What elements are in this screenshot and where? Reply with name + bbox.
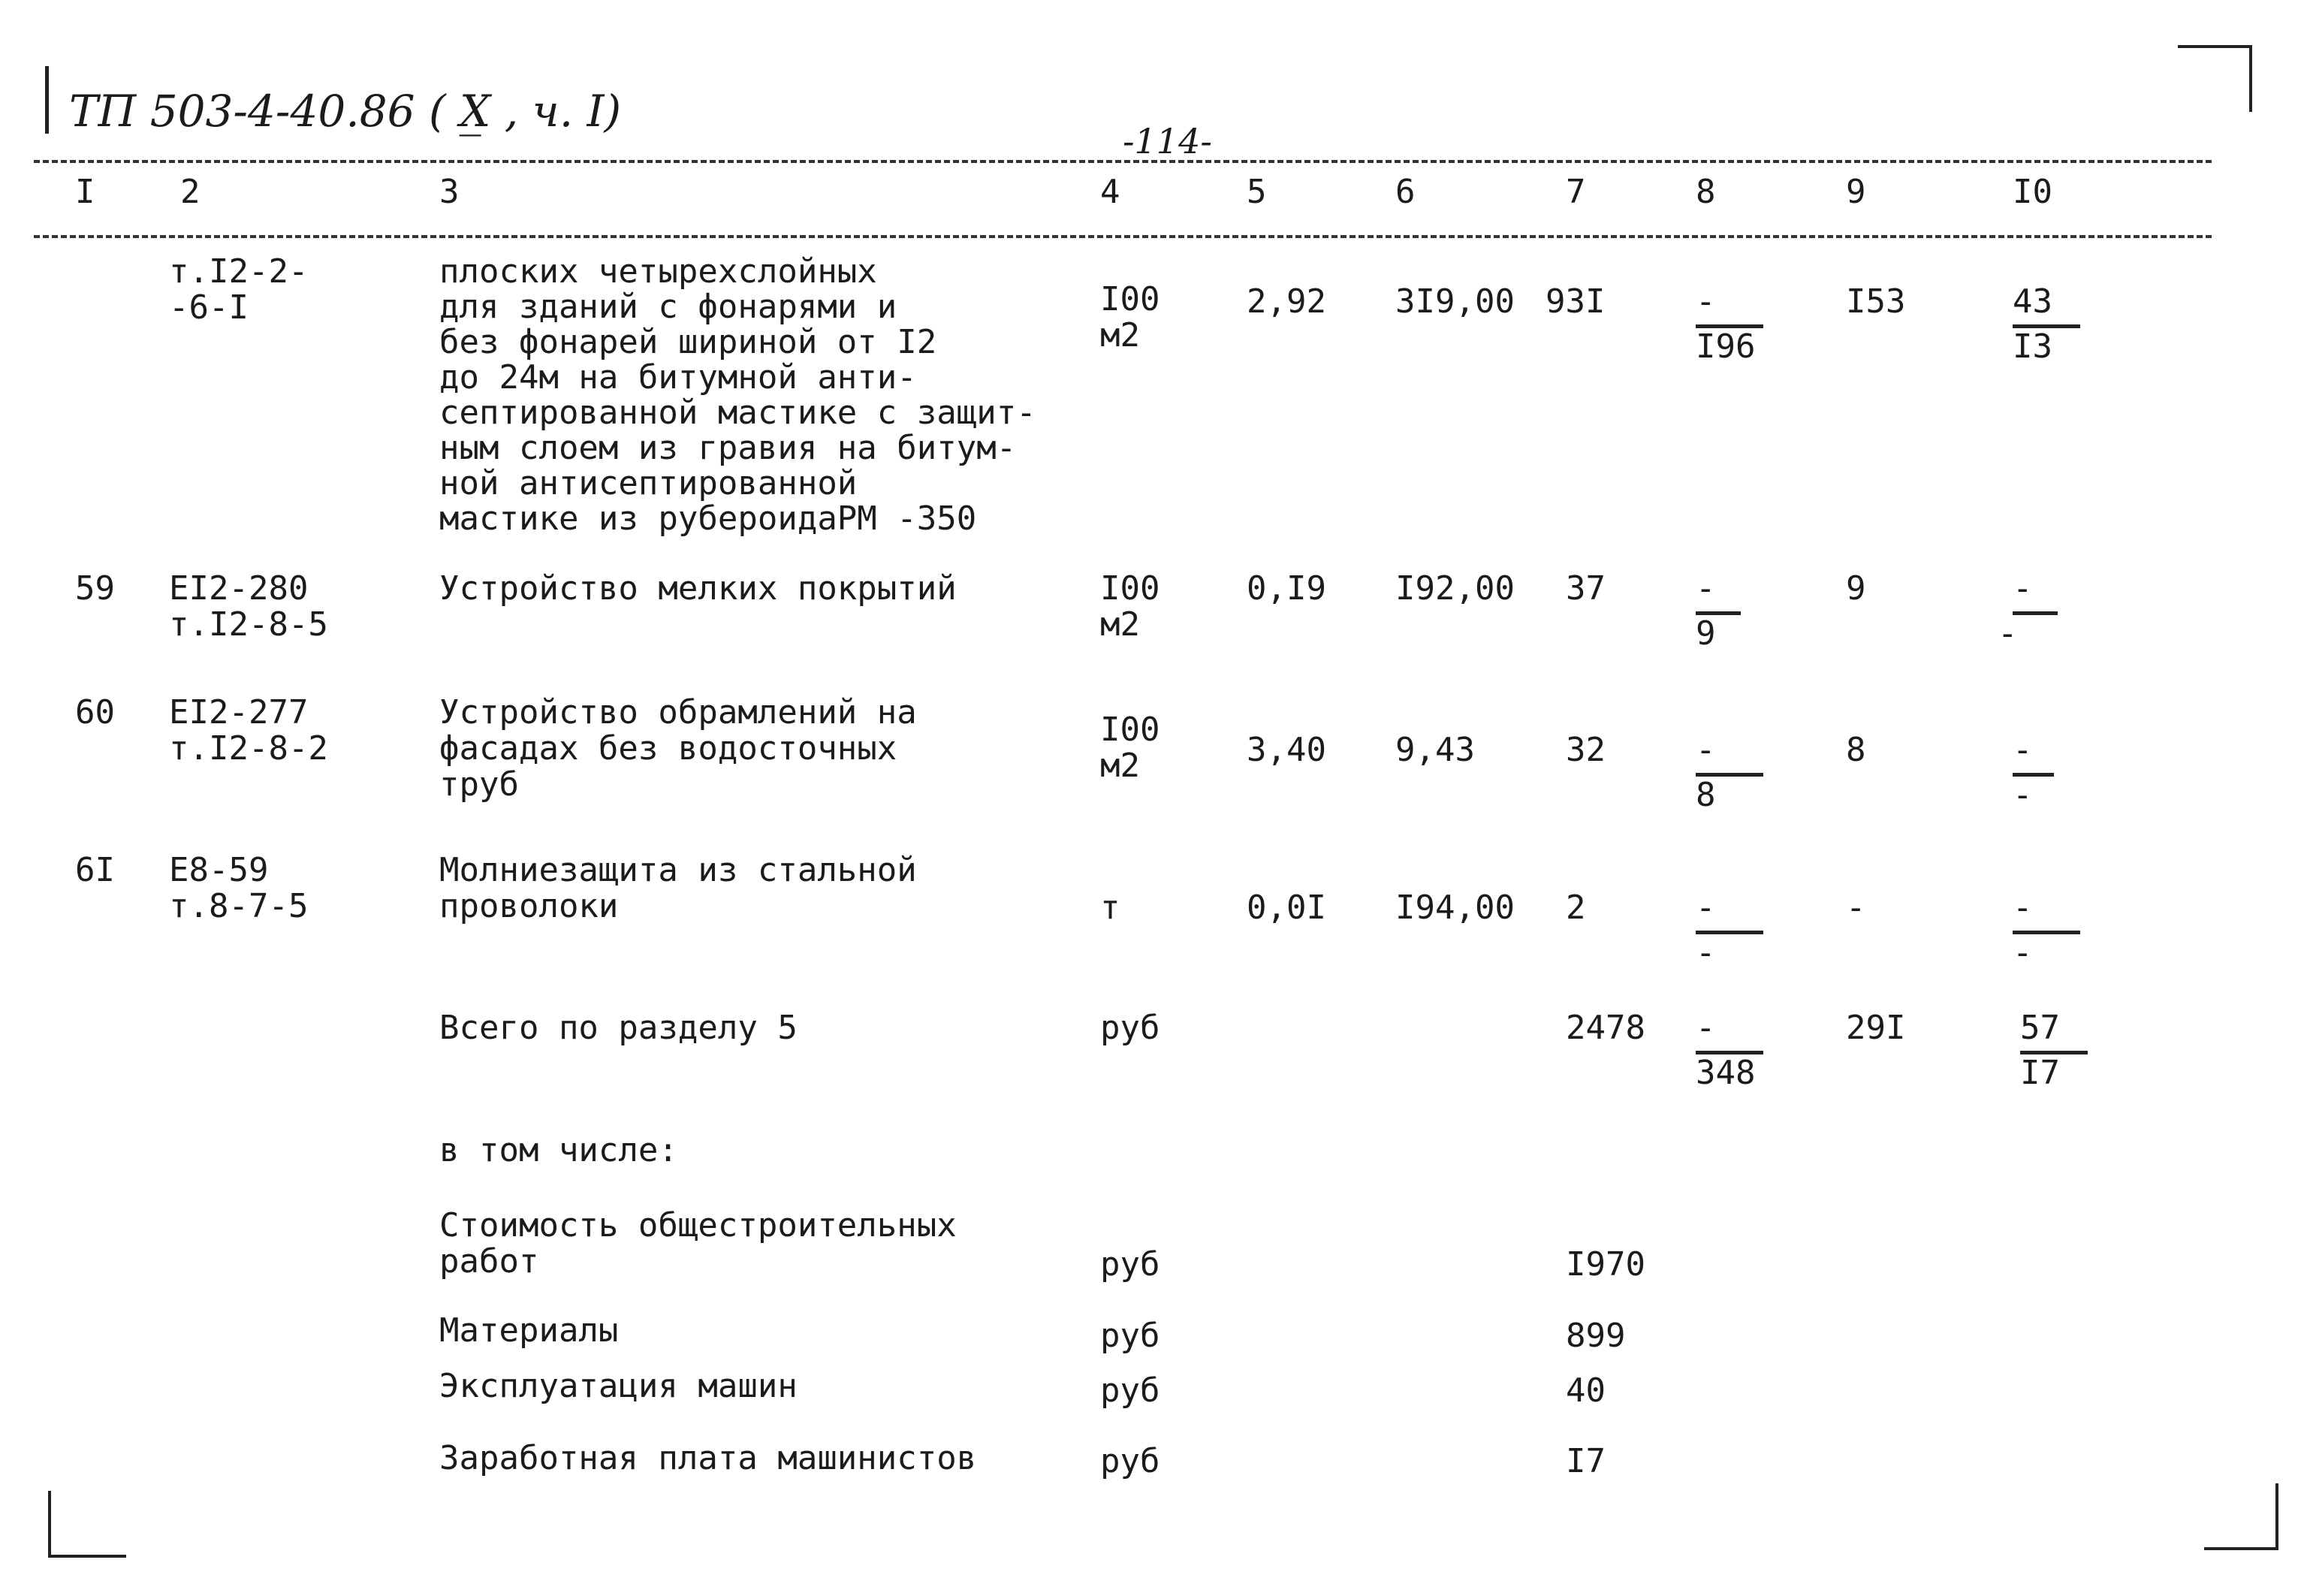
row-unit: т xyxy=(1100,889,1120,927)
breakdown-unit: руб xyxy=(1100,1317,1160,1355)
row-total: 2 xyxy=(1566,889,1586,927)
row-quantity: 0,I9 xyxy=(1247,569,1326,608)
col-header-3: 3 xyxy=(439,173,460,211)
corner-mark-bottom-left xyxy=(48,1491,126,1558)
row-number: 6I xyxy=(75,851,115,889)
breakdown-value: I970 xyxy=(1566,1245,1645,1284)
corner-mark-top-right xyxy=(2178,45,2252,112)
row-description: Устройство обрамлений на фасадах без водосточных труб xyxy=(439,693,917,804)
row-unit: I00 м2 xyxy=(1100,711,1160,785)
row-description: Молниезащита из стальной проволоки xyxy=(439,851,917,925)
fraction-top: - xyxy=(1696,569,1716,608)
row-quantity: 0,0I xyxy=(1247,889,1326,927)
breakdown-label: Стоимость общестроительных работ xyxy=(439,1206,957,1281)
row-total: 32 xyxy=(1566,731,1606,769)
row-unit: I00 м2 xyxy=(1100,280,1160,354)
row-col9: 9 xyxy=(1846,569,1866,608)
fraction-bar xyxy=(2013,611,2058,615)
fraction-bottom: - xyxy=(1998,614,2018,653)
row-quantity: 3,40 xyxy=(1247,731,1326,769)
breakdown-value: 40 xyxy=(1566,1371,1606,1410)
section-total-col9: 29I xyxy=(1846,1009,1906,1047)
row-description: Устройство мелких покрытий xyxy=(439,569,957,608)
row-number: 59 xyxy=(75,569,115,608)
fraction-top: - xyxy=(2013,889,2033,927)
row-col9: I53 xyxy=(1846,282,1906,321)
row-total: 93I xyxy=(1546,282,1606,321)
breakdown-label: Заработная плата машинистов xyxy=(439,1439,977,1477)
row-col9: 8 xyxy=(1846,731,1866,769)
row-unit-price: I92,00 xyxy=(1395,569,1515,608)
breakdown-unit: руб xyxy=(1100,1371,1160,1410)
breakdown-unit: руб xyxy=(1100,1442,1160,1480)
row-code: E8-59 т.8-7-5 xyxy=(169,851,309,925)
row-description: плоских четырехслойных для зданий с фонарями и без фонарей шириной от I2 до 24м на битумной анти- септированной мастике с защит- ным слоем из гравия на битум- ной антисептированной мастике из рубероидаРМ -350 xyxy=(439,252,1036,538)
fraction-bottom: - xyxy=(2013,934,2033,972)
col-header-9: 9 xyxy=(1846,173,1866,211)
header-bottom-rule xyxy=(34,235,2212,238)
row-total: 37 xyxy=(1566,569,1606,608)
fraction-bottom: I3 xyxy=(2013,327,2052,366)
document-designation: ТП 503-4-40.86 ( X̲ , ч. I) xyxy=(69,86,622,137)
col-header-4: 4 xyxy=(1100,173,1120,211)
fraction-top: - xyxy=(1696,889,1716,927)
row-number: 60 xyxy=(75,693,115,732)
col-header-1: I xyxy=(75,173,95,211)
header-top-rule xyxy=(34,160,2212,163)
row-unit-price: 9,43 xyxy=(1395,731,1475,769)
fraction-top: - xyxy=(2013,731,2033,769)
section-total-unit: руб xyxy=(1100,1009,1160,1047)
corner-mark-bottom-right xyxy=(2204,1483,2278,1550)
fraction-top: - xyxy=(1696,731,1716,769)
breakdown-unit: руб xyxy=(1100,1245,1160,1284)
row-unit-price: I94,00 xyxy=(1395,889,1515,927)
fraction-top: 43 xyxy=(2013,282,2052,321)
col-header-10: I0 xyxy=(2013,173,2052,211)
row-col9: - xyxy=(1846,889,1866,927)
section-total-label: Всего по разделу 5 xyxy=(439,1009,798,1047)
fraction-bottom: I96 xyxy=(1696,327,1756,366)
fraction-bottom: - xyxy=(2013,776,2033,814)
col-header-2: 2 xyxy=(180,173,201,211)
fraction-bottom: I7 xyxy=(2020,1054,2060,1092)
fraction-top: - xyxy=(2013,569,2033,608)
col-header-5: 5 xyxy=(1247,173,1267,211)
breakdown-label: Материалы xyxy=(439,1311,619,1350)
fraction-top: 57 xyxy=(2020,1009,2060,1047)
row-code: EI2-280 т.I2-8-5 xyxy=(169,569,328,644)
col-header-8: 8 xyxy=(1696,173,1716,211)
fraction-top: - xyxy=(1696,282,1716,321)
row-code: т.I2-2- -6-I xyxy=(169,252,309,327)
fraction-top: - xyxy=(1696,1009,1716,1047)
row-unit-price: 3I9,00 xyxy=(1395,282,1515,321)
row-unit: I00 м2 xyxy=(1100,569,1160,644)
breakdown-label: Эксплуатация машин xyxy=(439,1367,798,1405)
fraction-bottom: - xyxy=(1696,934,1716,972)
row-quantity: 2,92 xyxy=(1247,282,1326,321)
section-total-value: 2478 xyxy=(1566,1009,1645,1047)
col-header-7: 7 xyxy=(1566,173,1586,211)
fraction-bottom: 348 xyxy=(1696,1054,1756,1092)
including-label: в том числе: xyxy=(439,1131,678,1169)
row-code: EI2-277 т.I2-8-2 xyxy=(169,693,328,768)
breakdown-value: 899 xyxy=(1566,1317,1626,1355)
col-header-6: 6 xyxy=(1395,173,1416,211)
page-number: -114- xyxy=(1123,121,1212,161)
fraction-bottom: 9 xyxy=(1696,614,1716,653)
fraction-bottom: 8 xyxy=(1696,776,1716,814)
corner-mark-top-left xyxy=(45,66,49,134)
breakdown-value: I7 xyxy=(1566,1442,1606,1480)
